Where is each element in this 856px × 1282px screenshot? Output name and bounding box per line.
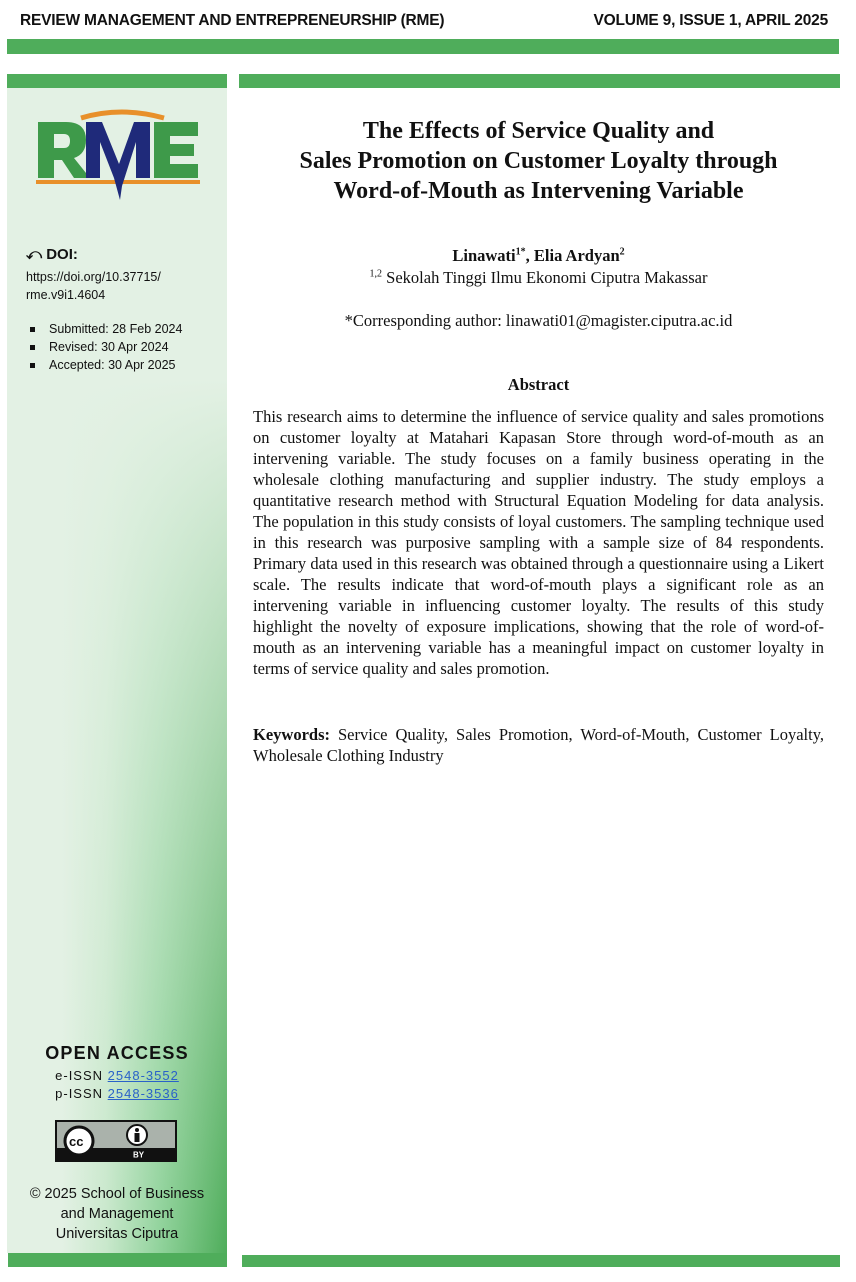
open-access-label: OPEN ACCESS (45, 1043, 189, 1063)
keywords-label: Keywords: (253, 725, 330, 744)
keywords (253, 724, 824, 766)
doi-label: ⤺ DOI: (26, 246, 78, 263)
sidebar (7, 88, 227, 1253)
eissn-link[interactable]: 2548-3552 (107, 1068, 179, 1083)
cc-by-icon (57, 1122, 175, 1160)
copyright-notice: © 2025 School of Business and Management Universitas Ciputra (29, 1186, 205, 1242)
svg-text:cc: cc (69, 1134, 84, 1149)
affiliation: $^{1,2}$ Sekolah Tinggi Ilmu Ekonomi Ciputra Makassar (369, 268, 708, 287)
cc-by-license-badge[interactable] (55, 1120, 177, 1162)
rme-logo-icon (36, 108, 200, 202)
curved-arrow-icon: ⤺ (26, 246, 43, 263)
revised-date: Revised: 30 Apr 2024 (27, 338, 182, 356)
issue-info: VOLUME 9, ISSUE 1, APRIL 2025 (593, 12, 828, 29)
sidebar-bottom-rule (8, 1253, 227, 1267)
author-1: Linawati (452, 246, 516, 265)
submitted-date: Submitted: 28 Feb 2024 (27, 320, 182, 338)
abstract-text: This research aims to determine the influence of service quality and sales promotions on customer loyalty at Matahari Kapasan Store through word-of-mouth as an intervening variable. The study focuses on a family business operating in the wholesale clothing manufacturing and supplier industry. The study employs a quantitative research method with Structural Equation Modeling for data analysis. The population in this study consists of loyal customers. The sampling technique used in this research was purposive sampling with a sample size of 84 respondents. Primary data used in this research was obtained through a questionnaire using a Likert scale. The results indicate that word-of-mouth plays a significant role as an intervening variable in influencing customer loyalty. The results of this study highlight the novelty of exposure implications, showing that the role of word-of-mouth as an intervening variable has a meaningful impact on customer loyalty in terms of service quality and sales promotion. (253, 407, 824, 678)
pissn-link[interactable]: 2548-3536 (107, 1086, 179, 1101)
header-rule (7, 39, 839, 54)
paper-title: The Effects of Service Quality and Sales Promotion on Customer Loyalty through Word-of-Mouth as Intervening Variable (299, 118, 778, 204)
submission-dates (27, 320, 182, 374)
svg-text:BY: BY (133, 1150, 145, 1160)
keywords-list: Service Quality, Sales Promotion, Word-of-Mouth, Customer Loyalty, Wholesale Clothing Industry (253, 725, 824, 765)
corresponding-author: *Corresponding author: linawati01@magister.ciputra.ac.id (344, 311, 733, 330)
running-header (20, 10, 828, 32)
author-2: Elia Ardyan (533, 246, 620, 265)
sidebar-top-rule (7, 74, 227, 88)
journal-name: REVIEW MANAGEMENT AND ENTREPRENEURSHIP (RME) (20, 12, 445, 29)
abstract-heading: Abstract (507, 375, 570, 394)
main-bottom-rule (242, 1255, 840, 1267)
eissn: e-ISSN 2548-3552 (55, 1068, 179, 1083)
accepted-date: Accepted: 30 Apr 2025 (27, 356, 182, 374)
authors: Linawati$^{1*}$, Elia Ardyan$^2$ (452, 246, 625, 265)
doi-link[interactable]: https://doi.org/10.37715/ rme.v9i1.4604 (26, 270, 161, 302)
main-top-rule (239, 74, 840, 88)
pissn: p-ISSN 2548-3536 (55, 1086, 179, 1101)
